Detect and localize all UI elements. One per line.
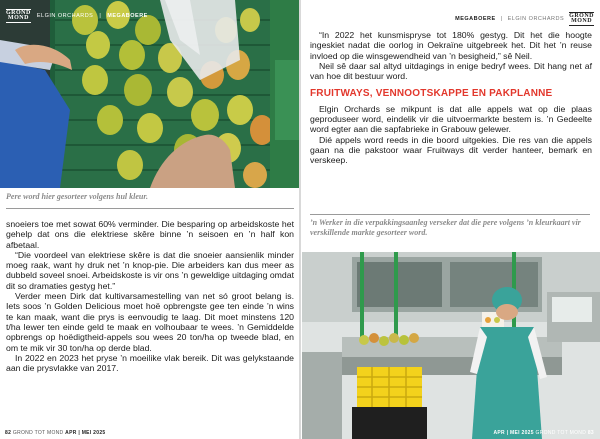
- masthead-left: [6, 9, 148, 23]
- packhouse-worker-photo: [302, 252, 600, 439]
- caption-rule: [310, 214, 590, 215]
- photo-caption: Pere word hier gesorteer volgens hul kleur.: [6, 192, 149, 201]
- footer-right: [493, 430, 594, 436]
- caption-rule: [6, 208, 294, 209]
- article-column-left: [6, 219, 294, 373]
- paragraph: Neil sê daar sal altyd uitdagings in enige bedryf wees. Dit hang net af van hoe dit bestuur word.: [310, 60, 592, 82]
- issue-date: APR | MEI 2025: [493, 430, 534, 436]
- series-name: MEGABOERE: [455, 16, 496, 22]
- right-page: [300, 0, 600, 439]
- section-name: ELGIN ORCHARDS: [507, 16, 565, 22]
- masthead-right: [455, 12, 594, 26]
- pear-sorting-illustration: [0, 0, 300, 188]
- paragraph: Elgin Orchards se mikpunt is dat alle appels wat op die plaas geproduseer word, eindelik vir die uitvoermarkte bestem is. ’n Gedeelte word egter aan die sapfabrieke in Grabouw gelewer.: [310, 103, 592, 135]
- series-name: MEGABOERE: [107, 13, 148, 19]
- page-number: 82: [5, 430, 12, 436]
- footer-left: [5, 430, 106, 436]
- page-number: 83: [587, 430, 594, 436]
- logo-line-2: MOND: [571, 18, 593, 24]
- issue-date: APR | MEI 2025: [65, 430, 106, 436]
- paragraph: “In 2022 het kunsmispryse tot 180% gestyg. Dit het die hoogte ingeskiet nadat die oorlog in Oekraïne uitgebreek het. Dit het ’n reuse invloed op die winsgewendheid van ’n besigheid,” sê Neil.: [310, 30, 592, 61]
- pear-sorting-photo: [0, 0, 300, 188]
- article-column-right: [310, 30, 592, 166]
- paragraph: “Die voordeel van elektriese skêre is dat die snoeier aansienlik minder moeg raak, want hy druk net ’n knop-pie. Die arbeiders kan dus meer as dubbeld soveel snoei. Arbeidskoste is vir ons ’n geweldige uitdaging omdat dit so dramaties gestyg het.”: [6, 249, 294, 291]
- magazine-name: GROND TOT MOND: [12, 430, 64, 436]
- paragraph: Dié appels word reeds in die boord uitgekies. Die res van die appels gaan na die pakstoor waar Fruitways dit verder hanteer, bemark en verskeep.: [310, 134, 592, 166]
- magazine-logo: [569, 12, 594, 26]
- logo-line-2: MOND: [7, 15, 29, 21]
- photo-caption: ’n Werker in die verpakkingsaanleg verseker dat die pere volgens ’n kleurkaart vir verskillende markte gesorteer word.: [310, 218, 581, 237]
- logo-line-1: GROND: [6, 10, 31, 16]
- paragraph: snoeiers toe met sowat 60% verminder. Die besparing op arbeidskoste het gehelp dat ons die elektriese skêre binne ’n seisoen en ’n half kon afbetaal.: [6, 219, 294, 250]
- paragraph: In 2022 en 2023 het pryse ’n moeilike vlak bereik. Dit was gelykstaande aan die prysvlakke van 2017.: [6, 352, 294, 374]
- masthead-separator: |: [500, 16, 503, 22]
- logo-line-1: GROND: [569, 13, 594, 19]
- section-name: ELGIN ORCHARDS: [36, 13, 94, 19]
- masthead-separator: |: [99, 13, 102, 19]
- packhouse-illustration: [302, 252, 600, 439]
- paragraph: Verder meen Dirk dat kultivarsamestelling van net só groot belang is. Iets soos ’n Golden Delicious moet hoë opbrengste gee ten einde ’n wins te kan maak, want die prys is eenvoudig te laag. Dit moet minstens 120 t/ha lewer ten einde geld te maak en volhoubaar te wees. ’n Gemiddelde opbrengs op hoëdigtheid-appels sou wees 20 ton/ha op tweede blad, en om te mik vir 30 ton/ha op derde blad.: [6, 291, 294, 353]
- magazine-name: GROND TOT MOND: [535, 430, 587, 436]
- magazine-logo: [6, 9, 31, 23]
- subheading: FRUITWAYS, VENNOOTSKAPPE EN PAKPLANNE: [310, 88, 553, 100]
